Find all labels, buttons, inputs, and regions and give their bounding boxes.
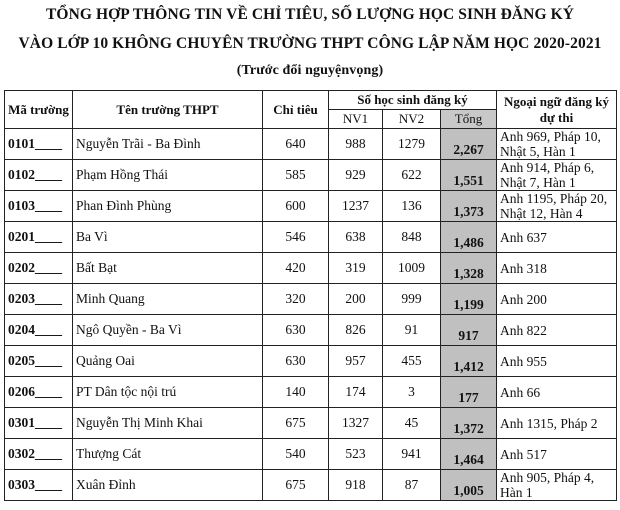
table-row	[5, 191, 617, 222]
cell-nv1: 1237	[329, 191, 383, 222]
cell-lang: Anh 1195, Pháp 20, Nhật 12, Hàn 4	[497, 191, 617, 222]
table-row	[5, 377, 617, 408]
cell-name: PT Dân tộc nội trú	[73, 377, 263, 408]
cell-nv1: 523	[329, 439, 383, 470]
table-row	[5, 470, 617, 501]
col-header-code: Mã trường	[5, 91, 73, 129]
table-row	[5, 160, 617, 191]
cell-nv2: 455	[383, 346, 441, 377]
cell-quota: 630	[263, 315, 329, 346]
cell-lang: Anh 200	[497, 284, 617, 315]
cell-nv2: 45	[383, 408, 441, 439]
cell-name: Nguyễn Trãi - Ba Đình	[73, 129, 263, 160]
cell-nv1: 918	[329, 470, 383, 501]
col-header-nv2: NV2	[383, 110, 441, 129]
cell-quota: 675	[263, 408, 329, 439]
cell-quota: 675	[263, 470, 329, 501]
cell-nv1: 929	[329, 160, 383, 191]
cell-total: 917	[441, 315, 497, 346]
cell-quota: 540	[263, 439, 329, 470]
cell-code: 0204____	[5, 315, 73, 346]
table-row	[5, 408, 617, 439]
col-header-name: Tên trường THPT	[73, 91, 263, 129]
table-row	[5, 346, 617, 377]
cell-lang: Anh 517	[497, 439, 617, 470]
cell-code: 0102____	[5, 160, 73, 191]
cell-lang: Anh 66	[497, 377, 617, 408]
cell-nv2: 87	[383, 470, 441, 501]
cell-name: Phan Đình Phùng	[73, 191, 263, 222]
cell-quota: 600	[263, 191, 329, 222]
table-row	[5, 284, 617, 315]
cell-total: 1,199	[441, 284, 497, 315]
cell-lang: Anh 637	[497, 222, 617, 253]
cell-nv1: 826	[329, 315, 383, 346]
cell-quota: 640	[263, 129, 329, 160]
cell-code: 0301____	[5, 408, 73, 439]
cell-name: Nguyễn Thị Minh Khai	[73, 408, 263, 439]
cell-total: 177	[441, 377, 497, 408]
table-row	[5, 222, 617, 253]
col-header-registered: Số học sinh đăng ký	[329, 91, 497, 110]
cell-quota: 585	[263, 160, 329, 191]
cell-name: Quảng Oai	[73, 346, 263, 377]
cell-name: Thượng Cát	[73, 439, 263, 470]
cell-quota: 420	[263, 253, 329, 284]
document-title-line2: VÀO LỚP 10 KHÔNG CHUYÊN TRƯỜNG THPT CÔNG LẬP NĂM HỌC 2020-2021	[18, 35, 602, 52]
cell-code: 0206____	[5, 377, 73, 408]
cell-name: Ba Vì	[73, 222, 263, 253]
cell-lang: Anh 955	[497, 346, 617, 377]
cell-name: Minh Quang	[73, 284, 263, 315]
cell-nv1: 638	[329, 222, 383, 253]
cell-name: Bất Bạt	[73, 253, 263, 284]
cell-code: 0203____	[5, 284, 73, 315]
table-row	[5, 439, 617, 470]
cell-nv1: 988	[329, 129, 383, 160]
cell-lang: Anh 914, Pháp 6, Nhật 7, Hàn 1	[497, 160, 617, 191]
document-subtitle: (Trước đổi nguyệnvọng)	[236, 63, 384, 78]
cell-total: 1,551	[441, 160, 497, 191]
cell-nv2: 848	[383, 222, 441, 253]
cell-nv2: 622	[383, 160, 441, 191]
cell-nv2: 91	[383, 315, 441, 346]
cell-total: 1,005	[441, 470, 497, 501]
cell-nv1: 957	[329, 346, 383, 377]
cell-code: 0202____	[5, 253, 73, 284]
cell-lang: Anh 318	[497, 253, 617, 284]
cell-lang: Anh 905, Pháp 4, Hàn 1	[497, 470, 617, 501]
cell-total: 1,486	[441, 222, 497, 253]
cell-lang: Anh 822	[497, 315, 617, 346]
cell-nv2: 941	[383, 439, 441, 470]
cell-nv2: 999	[383, 284, 441, 315]
cell-total: 1,373	[441, 191, 497, 222]
cell-nv2: 1009	[383, 253, 441, 284]
cell-total: 1,464	[441, 439, 497, 470]
cell-code: 0101____	[5, 129, 73, 160]
cell-total: 2,267	[441, 129, 497, 160]
cell-code: 0303____	[5, 470, 73, 501]
col-header-nv1: NV1	[329, 110, 383, 129]
cell-quota: 320	[263, 284, 329, 315]
cell-total: 1,412	[441, 346, 497, 377]
registration-table	[4, 90, 617, 501]
cell-total: 1,328	[441, 253, 497, 284]
cell-code: 0103____	[5, 191, 73, 222]
cell-code: 0302____	[5, 439, 73, 470]
cell-total: 1,372	[441, 408, 497, 439]
cell-lang: Anh 1315, Pháp 2	[497, 408, 617, 439]
table-row	[5, 315, 617, 346]
cell-name: Ngô Quyền - Ba Vì	[73, 315, 263, 346]
document-title: TỔNG HỢP THÔNG TIN VỀ CHỈ TIÊU, SỐ LƯỢNG HỌC SINH ĐĂNG KÝ	[45, 6, 575, 23]
cell-nv1: 319	[329, 253, 383, 284]
cell-nv1: 200	[329, 284, 383, 315]
cell-nv1: 1327	[329, 408, 383, 439]
cell-quota: 630	[263, 346, 329, 377]
cell-quota: 140	[263, 377, 329, 408]
cell-code: 0205____	[5, 346, 73, 377]
cell-name: Xuân Đỉnh	[73, 470, 263, 501]
col-header-quota: Chỉ tiêu	[263, 91, 329, 129]
col-header-total: Tổng	[441, 110, 497, 129]
cell-lang: Anh 969, Pháp 10, Nhật 5, Hàn 1	[497, 129, 617, 160]
cell-nv2: 136	[383, 191, 441, 222]
cell-nv1: 174	[329, 377, 383, 408]
cell-code: 0201____	[5, 222, 73, 253]
table-row	[5, 253, 617, 284]
cell-name: Phạm Hồng Thái	[73, 160, 263, 191]
table-row	[5, 129, 617, 160]
cell-quota: 546	[263, 222, 329, 253]
cell-nv2: 3	[383, 377, 441, 408]
col-header-lang: Ngoại ngữ đăng ký dự thi	[497, 91, 617, 129]
cell-nv2: 1279	[383, 129, 441, 160]
